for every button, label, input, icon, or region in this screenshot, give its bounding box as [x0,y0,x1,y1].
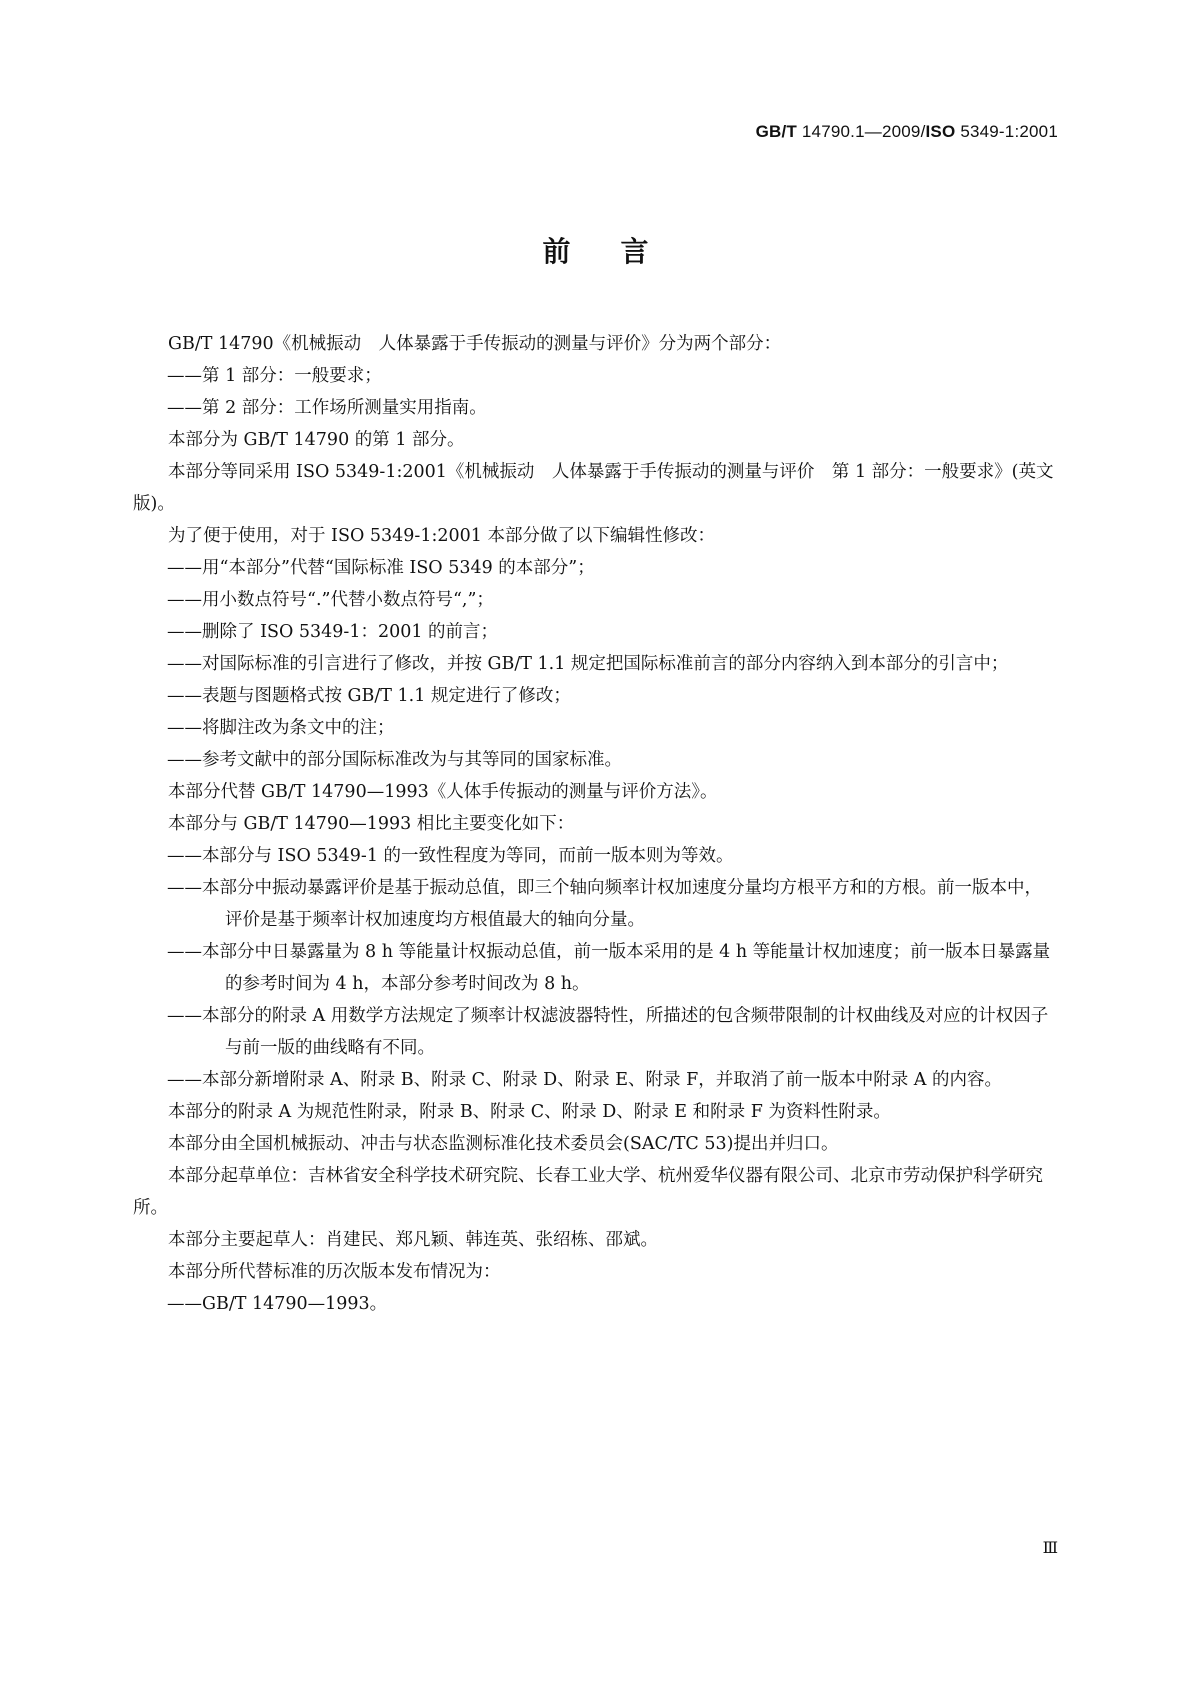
page-title: 前言 [542,235,699,268]
list-item: ——本部分新增附录 A、附录 B、附录 C、附录 D、附录 E、附录 F，并取消了前一版本中附录 A 的内容。 [167,1070,1002,1090]
list-item: ——本部分中日暴露量为 8 h 等能量计权振动总值，前一版本采用的是 4 h 等能量计权加速度；前一版本日暴露量的参考时间为 4 h，本部分参考时间改为 8 h。 [167,942,1051,994]
std-number: 14790.1—2009/ [796,122,926,141]
std-code: GB/T [755,122,797,141]
list-item: ——第 2 部分：工作场所测量实用指南。 [167,398,487,418]
paragraph: 本部分与 GB/T 14790—1993 相比主要变化如下： [168,814,575,834]
paragraph: 为了便于使用，对于 ISO 5349-1:2001 本部分做了以下编辑性修改： [168,526,715,546]
paragraph: 本部分由全国机械振动、冲击与状态监测标准化技术委员会(SAC/TC 53)提出并归口。 [168,1134,839,1154]
paragraph: 本部分等同采用 ISO 5349-1:2001《机械振动 人体暴露于手传振动的测量与评价 第 1 部分：一般要求》(英文版)。 [133,462,1054,514]
paragraph: 本部分代替 GB/T 14790—1993《人体手传振动的测量与评价方法》。 [168,782,718,802]
paragraph: 本部分所代替标准的历次版本发布情况为： [168,1262,501,1282]
document-header [756,122,1058,142]
page-number: Ⅲ [1042,1538,1058,1557]
paragraph: 本部分主要起草人：肖建民、郑凡颖、韩连英、张绍栋、邵斌。 [168,1230,658,1250]
list-item: ——用小数点符号“.”代替小数点符号“,”； [167,590,494,610]
list-item: ——表题与图题格式按 GB/T 1.1 规定进行了修改； [167,686,571,706]
foreword-body [133,328,1058,1320]
list-item: ——本部分与 ISO 5349-1 的一致性程度为等同，而前一版本则为等效。 [167,846,734,866]
list-item: ——参考文献中的部分国际标准改为与其等同的国家标准。 [167,750,622,770]
paragraph: 本部分为 GB/T 14790 的第 1 部分。 [168,430,465,450]
paragraph: 本部分起草单位：吉林省安全科学技术研究院、长春工业大学、杭州爱华仪器有限公司、北京市劳动保护科学研究所。 [133,1166,1043,1218]
list-item: ——删除了 ISO 5349-1：2001 的前言； [167,622,499,642]
iso-number: 5349-1:2001 [955,122,1058,141]
paragraph: GB/T 14790《机械振动 人体暴露于手传振动的测量与评价》分为两个部分： [168,334,782,354]
list-item: ——本部分的附录 A 用数学方法规定了频率计权滤波器特性，所描述的包含频带限制的计权曲线及对应的计权因子与前一版的曲线略有不同。 [167,1006,1049,1058]
iso-code: ISO [925,122,956,141]
list-item: ——用“本部分”代替“国际标准 ISO 5349 的本部分”； [167,558,595,578]
list-item: ——对国际标准的引言进行了修改，并按 GB/T 1.1 规定把国际标准前言的部分内容纳入到本部分的引言中； [167,654,1009,674]
list-item: ——GB/T 14790—1993。 [167,1294,388,1314]
list-item: ——本部分中振动暴露评价是基于振动总值，即三个轴向频率计权加速度分量均方根平方和的方根。前一版本中，评价是基于频率计权加速度均方根值最大的轴向分量。 [167,878,1042,930]
list-item: ——第 1 部分：一般要求； [167,366,382,386]
paragraph: 本部分的附录 A 为规范性附录，附录 B、附录 C、附录 D、附录 E 和附录 F 为资料性附录。 [168,1102,891,1122]
list-item: ——将脚注改为条文中的注； [167,718,395,738]
